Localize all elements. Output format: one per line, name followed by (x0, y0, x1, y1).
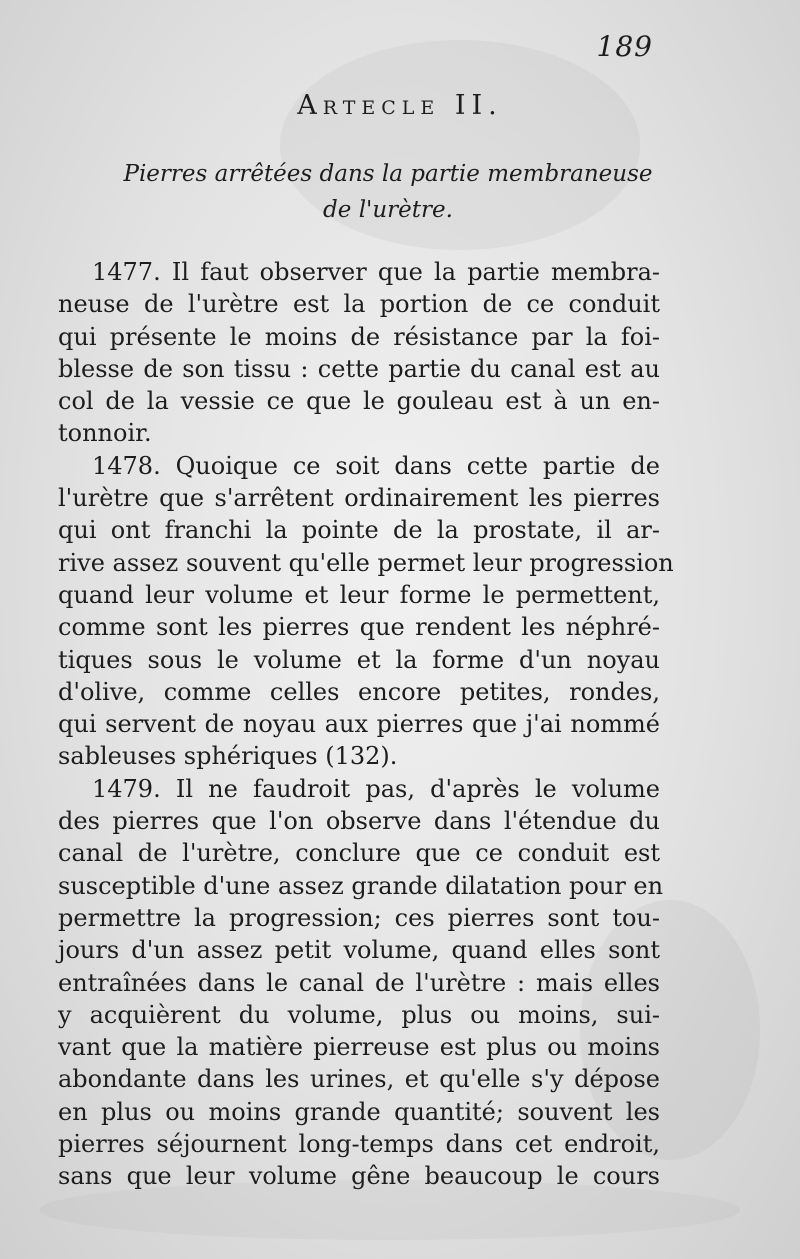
text-line: blesse de son tissu : cette partie du canal est au (58, 354, 660, 383)
text-line: des pierres que l'on observe dans l'étendue du (58, 807, 660, 836)
text-line: col de la vessie ce que le gouleau est à un en- (58, 387, 660, 416)
text-line: tonnoir. (58, 419, 152, 448)
text-line: qui présente le moins de résistance par la foi- (58, 322, 660, 351)
section-subtitle (90, 156, 686, 228)
section-heading: Artecle II. (297, 90, 503, 121)
page-number: 189 (596, 30, 653, 63)
subtitle-line: Pierres arrêtées dans la partie membraneuse (123, 161, 653, 187)
text-line: sans que leur volume gêne beaucoup le cours (58, 1162, 660, 1191)
text-line: qui ont franchi la pointe de la prostate, il ar- (58, 516, 660, 545)
paragraph-1479 (58, 773, 664, 1193)
text-line: qui servent de noyau aux pierres que j'ai nommé (58, 710, 660, 739)
text-line: jours d'un assez petit volume, quand elles sont (58, 936, 660, 965)
text-line: 1479. Il ne faudroit pas, d'après le volume (92, 774, 660, 803)
text-line: entraînées dans le canal de l'urètre : mais elles (58, 968, 660, 997)
text-line: pierres séjournent long-temps dans cet endroit, (58, 1130, 660, 1159)
text-line: neuse de l'urètre est la portion de ce conduit (58, 290, 660, 319)
text-line: d'olive, comme celles encore petites, rondes, (58, 677, 660, 706)
body-text (58, 256, 674, 1193)
text-line: l'urètre que s'arrêtent ordinairement les pierres (58, 484, 660, 513)
text-line: 1478. Quoique ce soit dans cette partie de (92, 451, 660, 480)
text-line: tiques sous le volume et la forme d'un noyau (58, 645, 660, 674)
text-line: permettre la progression; ces pierres sont tou- (58, 903, 660, 932)
text-line: comme sont les pierres que rendent les néphré- (58, 613, 660, 642)
text-line: sableuses sphériques (132). (58, 742, 398, 771)
subtitle-line: de l'urètre. (323, 197, 453, 223)
text-line: vant que la matière pierreuse est plus ou moins (58, 1033, 660, 1062)
text-line: en plus ou moins grande quantité; souvent les (58, 1097, 660, 1126)
text-line: canal de l'urètre, conclure que ce conduit est (58, 839, 660, 868)
paragraph-1478 (58, 450, 674, 773)
text-line: abondante dans les urines, et qu'elle s'y dépose (58, 1065, 660, 1094)
text-line: rive assez souvent qu'elle permet leur progression (58, 548, 674, 577)
text-line: susceptible d'une assez grande dilatation pour en (58, 871, 664, 900)
text-line: y acquièrent du volume, plus ou moins, sui- (58, 1000, 660, 1029)
text-line: 1477. Il faut observer que la partie membra- (92, 258, 660, 286)
text-line: quand leur volume et leur forme le permettent, (58, 580, 660, 609)
paragraph-1477 (58, 256, 660, 450)
